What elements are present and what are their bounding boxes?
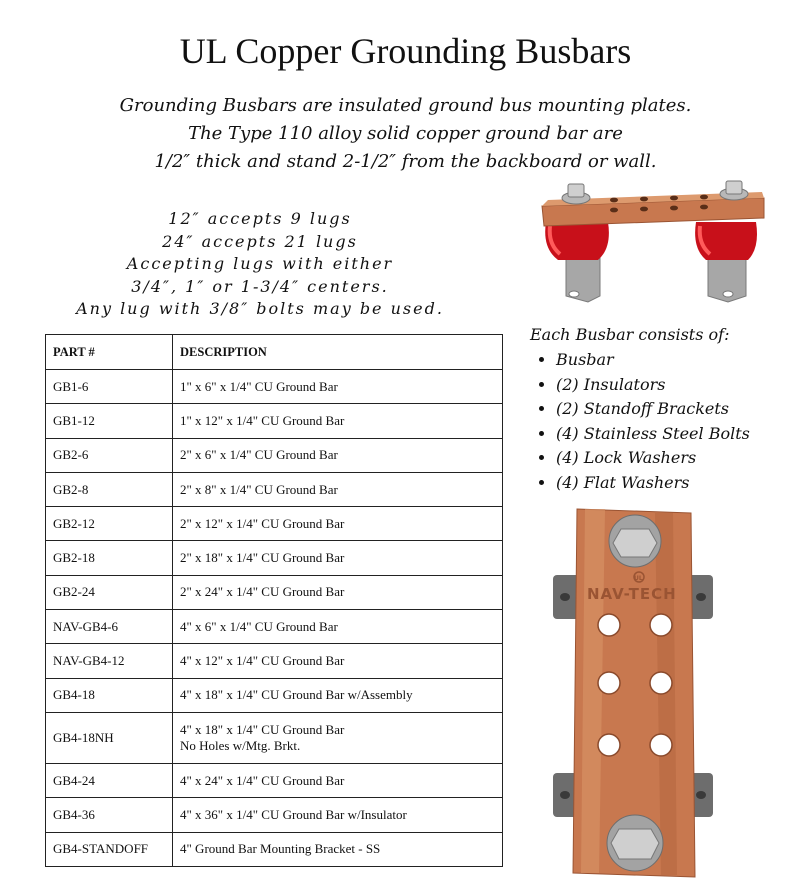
part-number: GB4-18 — [46, 678, 173, 712]
part-number: GB2-8 — [46, 472, 173, 506]
kit-contents — [530, 322, 800, 495]
intro-line: The Type 110 alloy solid copper ground bar are — [188, 123, 623, 144]
brand-label: NAV-TECH — [587, 585, 677, 603]
table-header-row — [46, 335, 503, 370]
table-row — [46, 507, 503, 541]
lug-line: Accepting lugs with either — [126, 254, 394, 273]
kit-contents-heading: Each Busbar consists of: — [530, 325, 730, 344]
part-description: 2" x 6" x 1/4" CU Ground Bar — [173, 438, 503, 472]
description-line: 4" x 18" x 1/4" CU Ground Bar — [180, 721, 345, 737]
table-row — [46, 541, 503, 575]
part-number: NAV-GB4-12 — [46, 644, 173, 678]
page-title: UL Copper Grounding Busbars — [179, 31, 632, 71]
lug-line: 12″ accepts 9 lugs — [168, 209, 352, 228]
part-description: 4" x 36" x 1/4" CU Ground Bar w/Insulator — [173, 798, 503, 832]
part-description: 4" x 12" x 1/4" CU Ground Bar — [173, 644, 503, 678]
lug-info — [30, 208, 490, 321]
part-description: 4" x 6" x 1/4" CU Ground Bar — [173, 610, 503, 644]
intro-line: 1/2″ thick and stand 2-1/2″ from the backboard or wall. — [154, 151, 657, 172]
list-item: • (4) Flat Washers — [556, 471, 800, 496]
part-number: GB1-6 — [46, 370, 173, 404]
table-row — [46, 763, 503, 797]
busbar-assembly-image — [538, 178, 770, 310]
table-row — [46, 472, 503, 506]
lug-line: Any lug with 3/8″ bolts may be used. — [76, 299, 444, 318]
part-description: 2" x 12" x 1/4" CU Ground Bar — [173, 507, 503, 541]
busbar-closeup-image — [545, 505, 720, 880]
part-description: 4" x 24" x 1/4" CU Ground Bar — [173, 763, 503, 797]
part-number: GB2-12 — [46, 507, 173, 541]
table-row — [46, 798, 503, 832]
description-line: No Holes w/Mtg. Brkt. — [180, 737, 301, 753]
list-item: • (4) Lock Washers — [556, 446, 800, 471]
part-description: 1" x 6" x 1/4" CU Ground Bar — [173, 370, 503, 404]
part-description: 4" Ground Bar Mounting Bracket - SS — [173, 832, 503, 866]
lug-line: 3/4″, 1″ or 1-3/4″ centers. — [131, 276, 389, 296]
list-item: • (2) Insulators — [556, 373, 800, 398]
part-number: NAV-GB4-6 — [46, 610, 173, 644]
part-description — [173, 712, 503, 763]
part-description: 1" x 12" x 1/4" CU Ground Bar — [173, 404, 503, 438]
part-number: GB2-24 — [46, 575, 173, 609]
lug-line: 24″ accepts 21 lugs — [162, 231, 358, 251]
part-description: 2" x 8" x 1/4" CU Ground Bar — [173, 472, 503, 506]
part-description: 2" x 18" x 1/4" CU Ground Bar — [173, 541, 503, 575]
table-row — [46, 610, 503, 644]
intro-line: Grounding Busbars are insulated ground bus mounting plates. — [119, 95, 692, 116]
table-row — [46, 678, 503, 712]
part-description: 4" x 18" x 1/4" CU Ground Bar w/Assembly — [173, 678, 503, 712]
part-number: GB4-36 — [46, 798, 173, 832]
list-item: • Busbar — [556, 348, 800, 373]
part-number: GB1-12 — [46, 404, 173, 438]
table-row — [46, 644, 503, 678]
part-number: GB2-18 — [46, 541, 173, 575]
ul-mark: UL — [634, 575, 643, 582]
table-row — [46, 370, 503, 404]
table-row — [46, 404, 503, 438]
table-row — [46, 832, 503, 866]
table-row — [46, 712, 503, 763]
table-row — [46, 438, 503, 472]
part-number: GB4-24 — [46, 763, 173, 797]
table-row — [46, 575, 503, 609]
part-number: GB4-18NH — [46, 712, 173, 763]
header-part: PART # — [46, 335, 173, 370]
list-item: • (4) Stainless Steel Bolts — [556, 422, 800, 447]
kit-contents-list — [530, 348, 800, 495]
header-description: DESCRIPTION — [173, 335, 503, 370]
part-description: 2" x 24" x 1/4" CU Ground Bar — [173, 575, 503, 609]
part-number: GB4-STANDOFF — [46, 832, 173, 866]
part-number: GB2-6 — [46, 438, 173, 472]
intro-text — [0, 92, 811, 176]
list-item: • (2) Standoff Brackets — [556, 397, 800, 422]
parts-table — [45, 334, 503, 867]
